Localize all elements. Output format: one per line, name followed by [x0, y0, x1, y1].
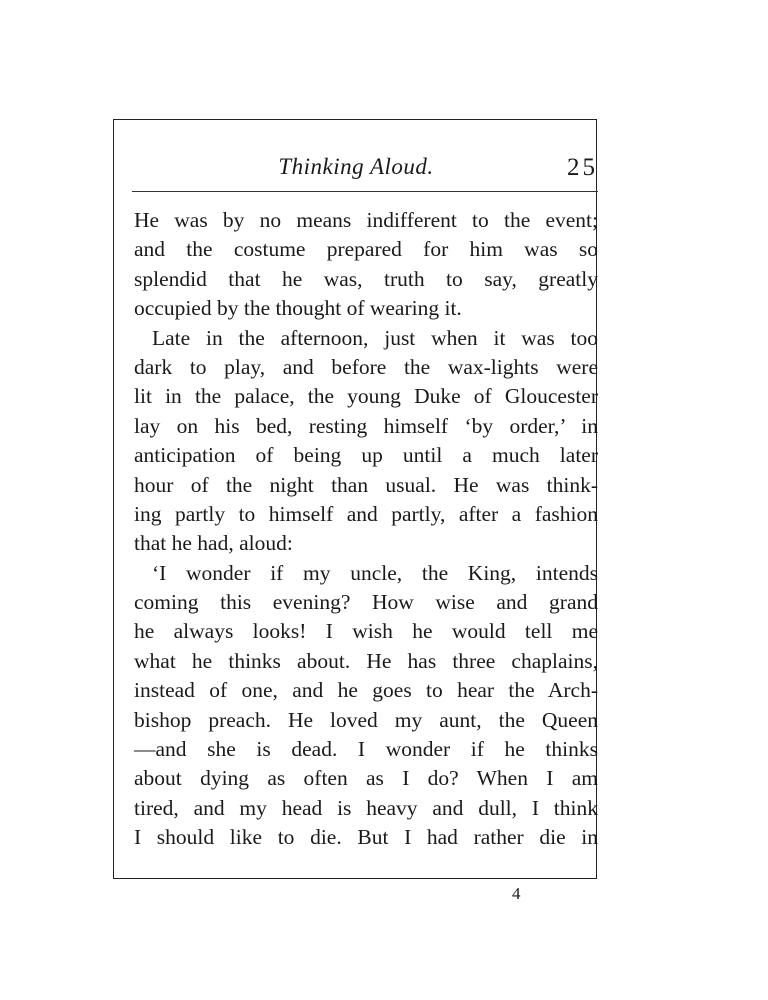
- header-rule: [132, 191, 598, 192]
- text-line: what he thinks about. He has three chaplains,: [134, 648, 598, 673]
- text-line: ing partly to himself and partly, after a fashion: [134, 501, 598, 526]
- text-line: bishop preach. He loved my aunt, the Queen: [134, 707, 598, 732]
- text-line: Late in the afternoon, just when it was too: [152, 325, 598, 350]
- text-line: ‘I wonder if my uncle, the King, intends: [152, 560, 598, 585]
- text-line: instead of one, and he goes to hear the Arch-: [134, 678, 598, 703]
- text-line: hour of the night than usual. He was think-: [134, 472, 598, 497]
- text-line: about dying as often as I do? When I am: [134, 766, 598, 791]
- text-line: tired, and my head is heavy and dull, I think: [134, 795, 598, 820]
- text-line: coming this evening? How wise and grand: [134, 590, 598, 615]
- text-line: and the costume prepared for him was so: [134, 237, 598, 262]
- text-line: I should like to die. But I had rather die in: [134, 825, 598, 850]
- running-title: Thinking Aloud.: [278, 154, 434, 179]
- text-line: that he had, aloud:: [134, 531, 293, 556]
- text-line: lay on his bed, resting himself ‘by order,’ in: [134, 413, 598, 438]
- page-frame: [113, 119, 597, 879]
- text-line: —and she is dead. I wonder if he thinks: [134, 737, 598, 762]
- page-number: 25: [567, 154, 598, 181]
- running-head: [114, 148, 598, 188]
- text-line: dark to play, and before the wax-lights were: [134, 354, 598, 379]
- text-line: he always looks! I wish he would tell me: [134, 619, 598, 644]
- signature-mark: 4: [512, 884, 521, 903]
- body-text: [134, 206, 598, 853]
- text-line: He was by no means indifferent to the event;: [134, 208, 598, 232]
- text-line: lit in the palace, the young Duke of Gloucester: [134, 384, 598, 409]
- text-line: splendid that he was, truth to say, greatly: [134, 266, 598, 291]
- text-line: anticipation of being up until a much later: [134, 443, 598, 468]
- text-line: occupied by the thought of wearing it.: [134, 296, 462, 321]
